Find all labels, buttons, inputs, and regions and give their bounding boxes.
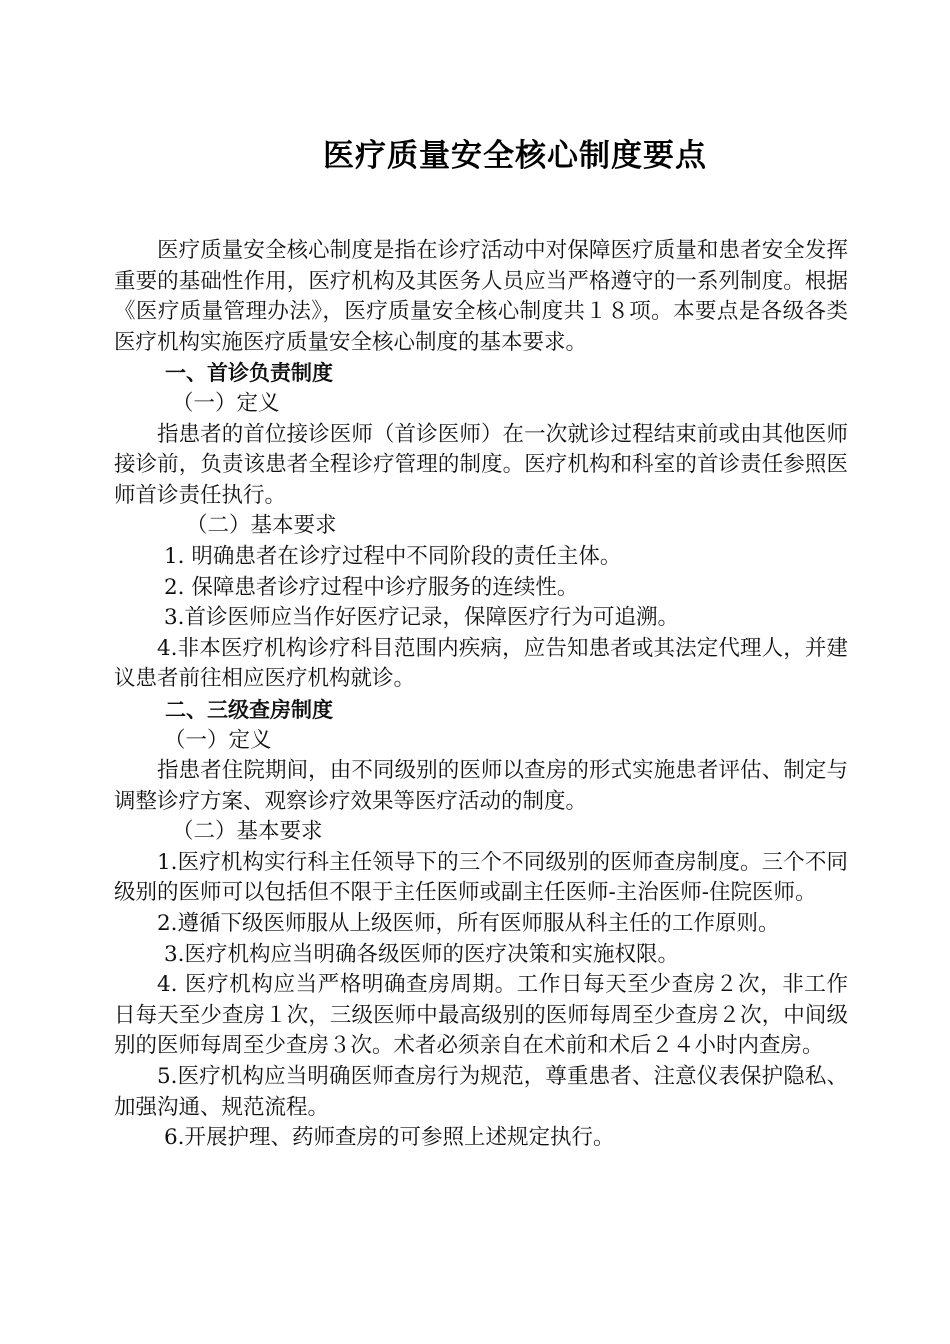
section-1-definition-text: 指患者的首位接诊医师（首诊医师）在一次就诊过程结束前或由其他医师接诊前，负责该患者全程诊疗管理的制度。医疗机构和科室的首诊责任参照医师首诊责任执行。	[114, 421, 848, 508]
section-2-item-6: 6.开展护理、药师查房的可参照上述规定执行。	[164, 1125, 615, 1151]
section-2-item-4: 4. 医疗机构应当严格明确查房周期。工作日每天至少查房２次，非工作日每天至少查房１次，三级医师中最高级别的医师每周至少查房２次，中间级别的医师每周至少查房３次。术者必须亲自在术前和术后２４小时内查房。	[114, 972, 848, 1059]
section-2-item-5: 5.医疗机构应当明确医师查房行为规范，尊重患者、注意仪表保护隐私、加强沟通、规范流程。	[114, 1064, 848, 1120]
section-2-item-3: 3.医疗机构应当明确各级医师的医疗决策和实施权限。	[164, 941, 680, 967]
section-1-item-4: 4.非本医疗机构诊疗科目范围内疾病，应告知患者或其法定代理人，并建议患者前往相应医疗机构就诊。	[114, 635, 848, 692]
section-2-requirements-label: （二）基本要求	[172, 819, 323, 845]
section-1-requirements-label: （二）基本要求	[186, 513, 337, 539]
intro-paragraph: 医疗质量安全核心制度是指在诊疗活动中对保障医疗质量和患者安全发挥重要的基础性作用，医疗机构及其医务人员应当严格遵守的一系列制度。根据《医疗质量管理办法》，医疗质量安全核心制度共１８项。本要点是各级各类医疗机构实施医疗质量安全核心制度的基本要求。	[114, 238, 848, 355]
section-1-item-1: 1. 明确患者在诊疗过程中不同阶段的责任主体。	[164, 543, 622, 569]
section-1-heading: 一、首诊负责制度	[165, 361, 333, 386]
section-2-item-1: 1.医疗机构实行科主任领导下的三个不同级别的医师查房制度。三个不同级别的医师可以包括但不限于主任医师或副主任医师-主治医师-住院医师。	[114, 849, 848, 906]
section-2-definition-text: 指患者住院期间，由不同级别的医师以查房的形式实施患者评估、制定与调整诊疗方案、观察诊疗效果等医疗活动的制度。	[114, 758, 848, 814]
section-2-definition-label: （一）定义	[164, 727, 272, 753]
section-1-definition-label: （一）定义	[172, 390, 280, 416]
section-1-item-2: 2. 保障患者诊疗过程中诊疗服务的连续性。	[164, 574, 579, 600]
section-1-item-3: 3.首诊医师应当作好医疗记录，保障医疗行为可追溯。	[164, 605, 680, 631]
document-body	[114, 236, 848, 1154]
section-2-heading: 二、三级查房制度	[165, 697, 333, 722]
section-2-item-2: 2.遵循下级医师服从上级医师，所有医师服从科主任的工作原则。	[157, 911, 780, 937]
document-title: 医疗质量安全核心制度要点	[323, 138, 707, 174]
